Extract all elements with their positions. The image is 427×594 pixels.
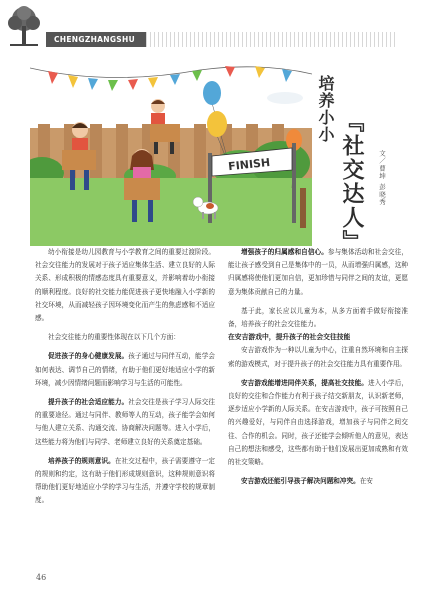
paragraph: 安吉游戏作为一种以儿童为中心，注重自然环境和自主探索的游戏模式，对于提升孩子的社会交往能力具有重要作用。 xyxy=(228,346,408,368)
paragraph: 增强孩子的归属感和自信心。参与集体活动和社会交往，能让孩子感受到自己是集体中的一员，从而增强归属感，这种归属感将使他们更加自信，更加珍惜与同伴之间的友谊，更愿意为集体贡献自己的力量。 xyxy=(228,248,409,296)
title-prefix: 培养小小 xyxy=(316,75,335,143)
paragraph-lead: 增强孩子的归属感和自信心。 xyxy=(241,248,328,256)
header-bar xyxy=(0,0,427,55)
paragraph-lead: 促进孩子的身心健康发展。 xyxy=(48,352,129,361)
page-number: 46 xyxy=(36,573,47,582)
header-stripe xyxy=(146,32,398,47)
paragraph: 社会交往能力的重要性体现在以下几个方面： xyxy=(48,333,180,342)
paragraph: 提升孩子的社会适应能力。社会交往是孩子学习人际交往的重要途径。通过与同伴、教师等人的互动，孩子能学会如何与他人建立关系、沟通交流、协商解决问题等。进入小学后，这些能力将为他们与同学、老师建立良好的关系奠定基础。 xyxy=(35,398,215,446)
paragraph: 基于此，家长应以儿童为本，从多方面着手做好衔接准备，培养孩子的社会交往能力。 xyxy=(228,306,408,329)
article-column-left xyxy=(35,246,215,508)
paragraph: 促进孩子的身心健康发展。孩子通过与同伴互动，能学会如何表达、调节自己的情绪，有助于他们更好地适应小学的新环境，减少因情绪问题而影响学习与生活的可能性。 xyxy=(35,352,215,387)
column-tag: CHENGZHANGSHU xyxy=(46,32,154,47)
finish-banner-label: FINISH xyxy=(227,155,271,174)
section-heading: 在安吉游戏中，提升孩子的社会交往技能 xyxy=(228,333,351,342)
article-column-right xyxy=(228,246,408,488)
paragraph: 安吉游戏能增进同伴关系，提高社交技能。进入小学后，良好的交往和合作能力有利于孩子结交新朋友，认识新老师，逐步适应小学新的人际关系。在安吉游戏中，孩子可按照自己的兴趣爱好，与同伴自由选择游戏，增加孩子与同伴之间交往、合作的机会。同时，孩子还能学会倾听他人的意见，表达自己的想法和感受，这些都有助于他们发展出更加成熟和有效的社交策略。 xyxy=(228,378,409,467)
paragraph-lead: 提升孩子的社会适应能力。 xyxy=(48,398,129,407)
paragraph: 幼小衔接是幼儿园教育与小学教育之间的重要过渡阶段。社会交往能力的发展对于孩子适应集体生活、建立良好的人际关系、形成积极的情感态度具有重要意义，并影响着幼小衔接的顺利程度。良好的社交能力能促进孩子更快地融入小学新的社交环境，从而减轻孩子因环境变化而产生的焦虑感和不适应感。 xyxy=(35,248,215,323)
paragraph-lead: 安吉游戏还能引导孩子解决问题和冲突。 xyxy=(241,477,360,486)
tree-logo-icon xyxy=(4,4,44,50)
hero-illustration xyxy=(30,58,312,246)
title-main: 『社交达人』 xyxy=(339,110,365,254)
paragraph-lead: 培养孩子的规则意识。 xyxy=(48,456,115,465)
author-credit: 文／曹坤 彭晓秀 xyxy=(378,150,386,206)
paragraph: 安吉游戏还能引导孩子解决问题和冲突。在安 xyxy=(241,477,373,486)
paragraph: 培养孩子的规则意识。在社交过程中，孩子需要遵守一定的规则和约定，这有助于他们形成规则意识，这种规则意识将帮助他们更好地适应小学的学习与生活，并遵守学校的规章制度。 xyxy=(35,456,216,505)
paragraph-lead: 安吉游戏能增进同伴关系，提高社交技能。 xyxy=(241,378,368,387)
